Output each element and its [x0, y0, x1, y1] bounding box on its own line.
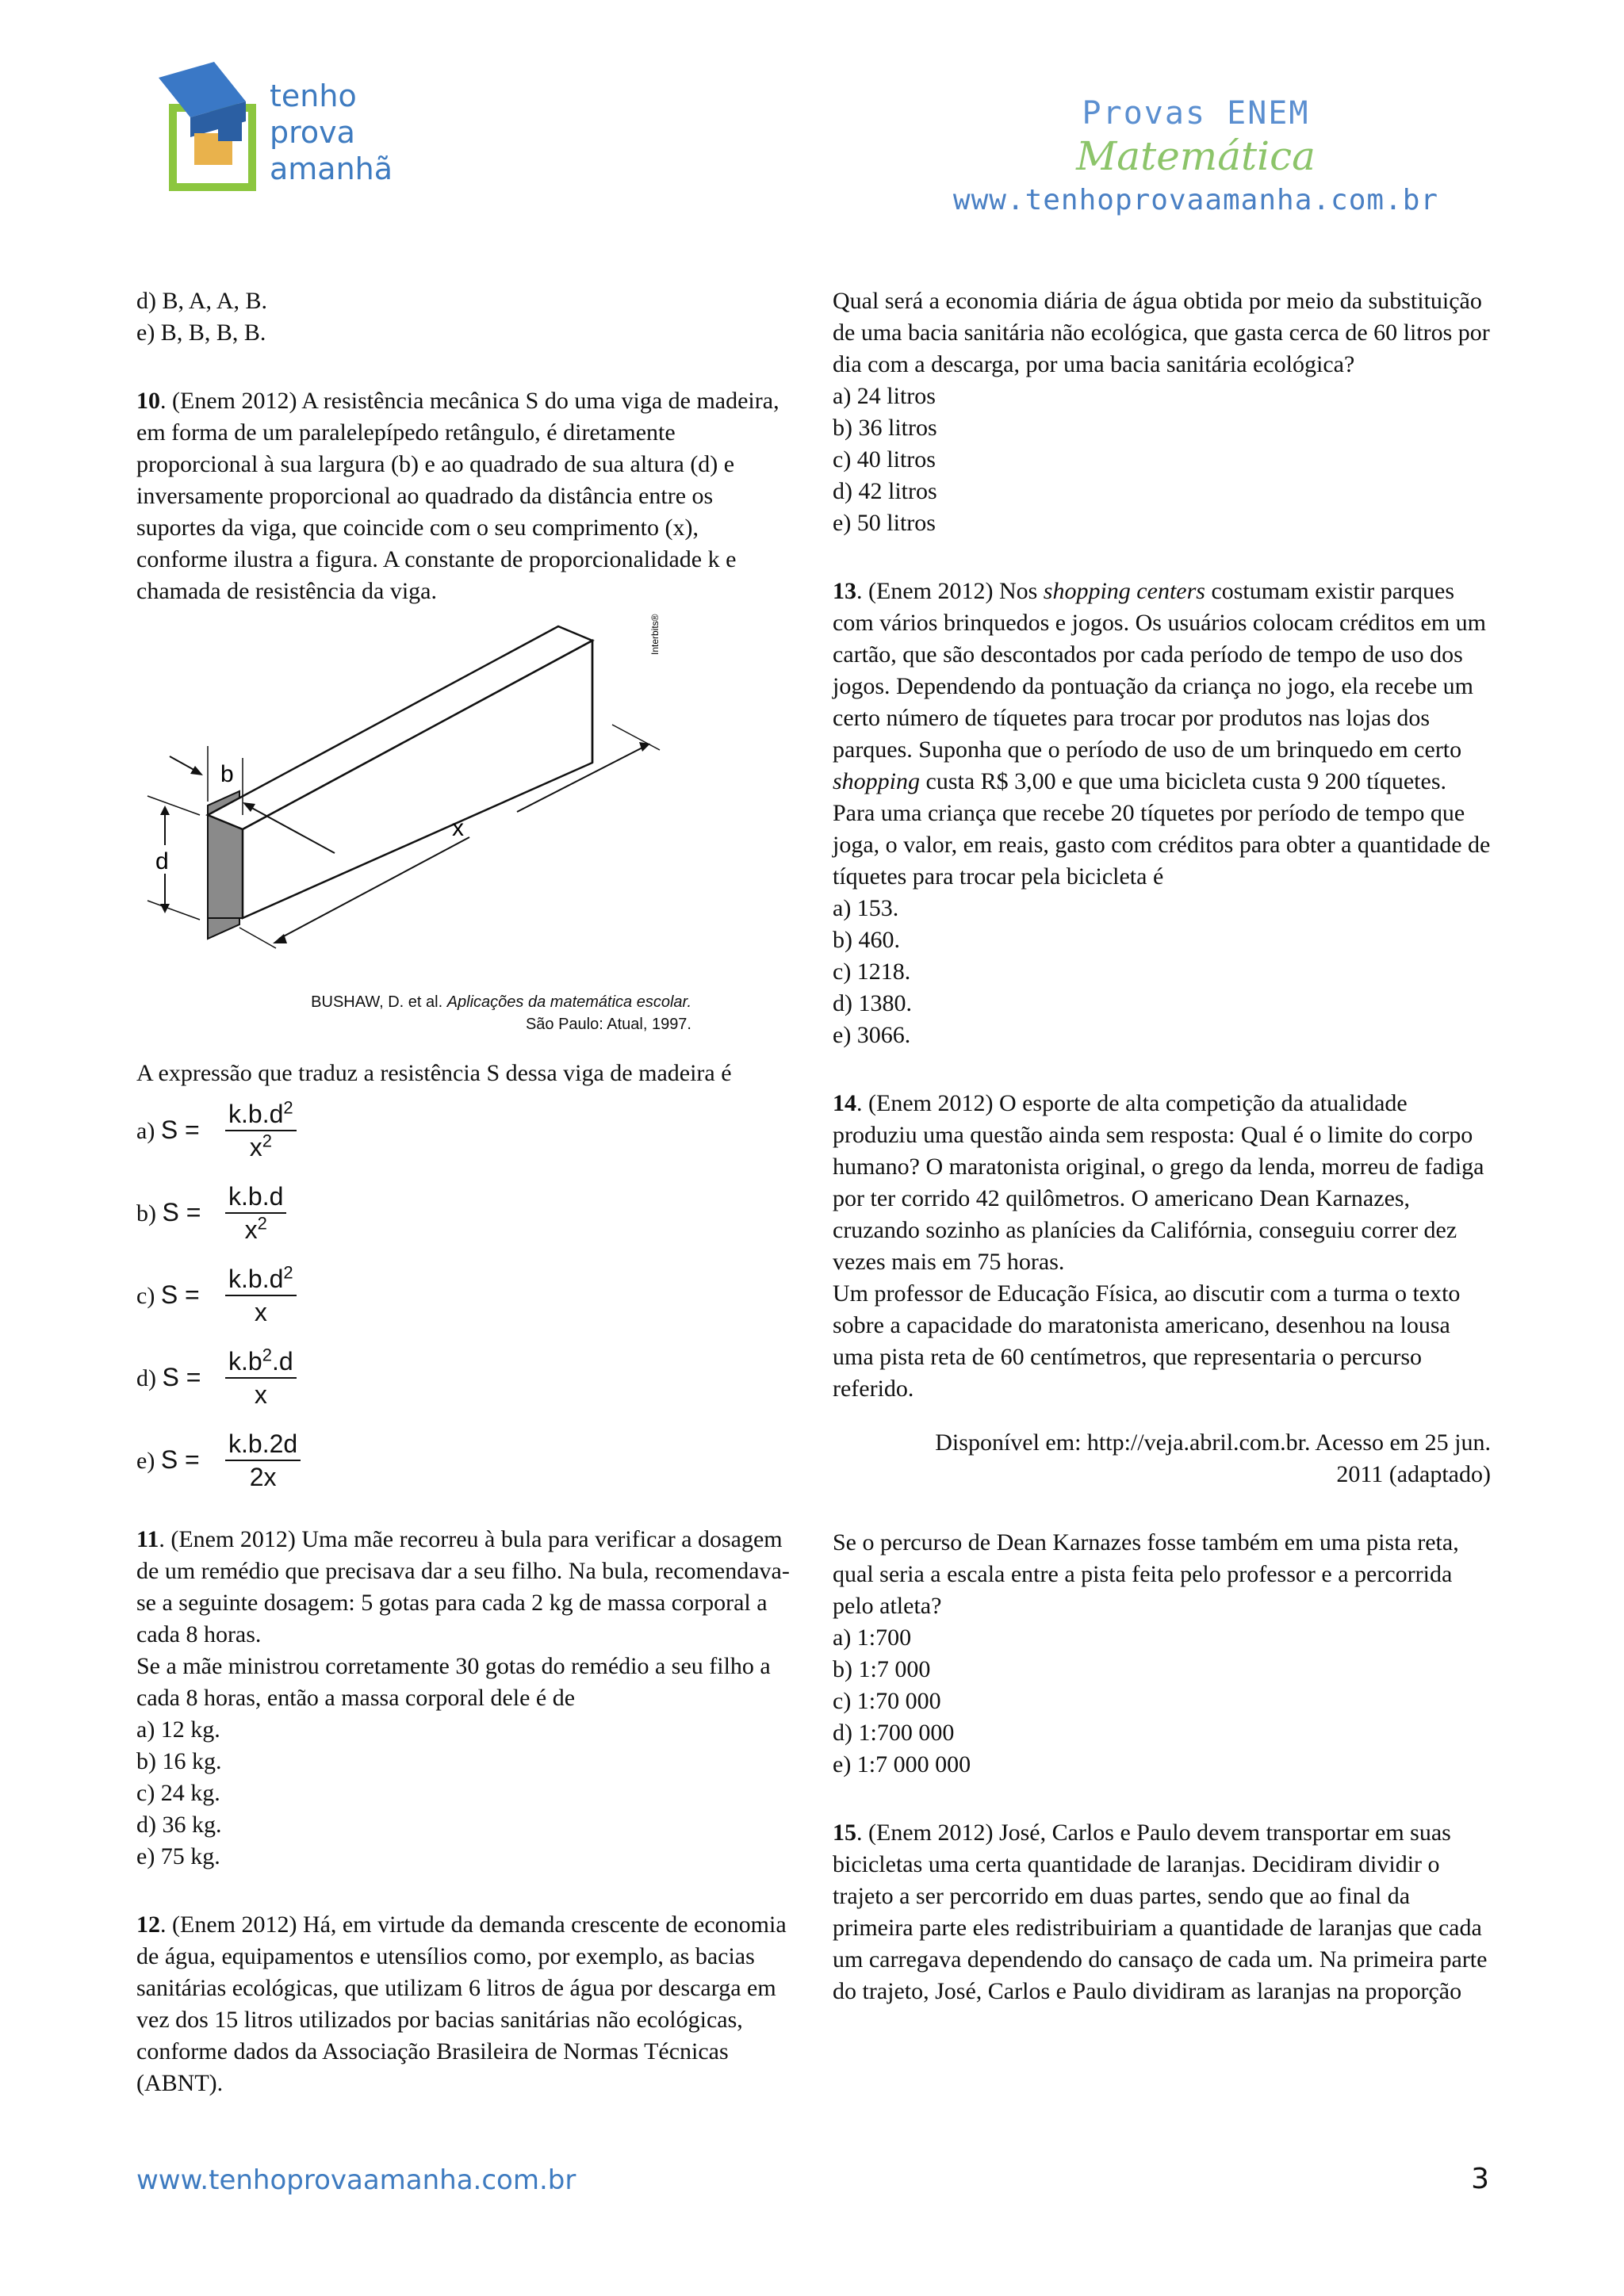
question-13-prompt: Para uma criança que recebe 20 tíquetes por período de tempo que joga, o valor, em reais, gasto com créditos para obter a quantidade de tíquetes para trocar pela bicicleta é — [833, 800, 1491, 890]
credit-authors: BUSHAW, D. et al. — [311, 993, 447, 1011]
question-body: costumam existir parques com vários brinquedos e jogos. Os usuários colocam créditos em um cartão, que são descontados por cada período de tempo de uso dos jogos. Dependendo da pontuação da criança no jogo, ela recebe um certo número de tíquetes para trocar por produtos nas lojas dos parques. Suponha que o período de uso de um brinquedo em certo — [833, 578, 1487, 763]
question-body: . (Enem 2012) A resistência mecânica S do uma viga de madeira, em forma de um paralelepípedo retângulo, é diretamente proporcional à sua largura (b) e ao quadrado de sua altura (d) e inversamente proporcional ao quadrado da distância entre os suportes da viga, que coincide com o seu comprimento (x), conforme ilustra a figura. A constante de proporcionalidade k e chamada de resistência da viga. — [136, 388, 779, 604]
question-15-text — [833, 1817, 1491, 2007]
option-e[interactable]: e) 50 litros — [833, 510, 936, 536]
numerator-exponent: 2 — [283, 1097, 293, 1118]
option-a[interactable] — [136, 1089, 795, 1172]
logo-line: prova — [270, 115, 355, 150]
question-10-text — [136, 385, 795, 607]
italic-term: shopping — [833, 768, 921, 794]
numerator-exponent: 2 — [283, 1262, 293, 1283]
option-e[interactable]: e) 75 kg. — [136, 1843, 220, 1869]
option-e[interactable]: e) 3066. — [833, 1022, 911, 1048]
numerator-tail: .d — [271, 1347, 293, 1376]
italic-term: shopping centers — [1043, 578, 1205, 604]
option-letter: b) — [136, 1200, 156, 1226]
option-a[interactable]: a) 12 kg. — [136, 1716, 220, 1743]
question-14-context: Um professor de Educação Física, ao discutir com a turma o texto sobre a capacidade do maratonista americano, desenhou na lousa uma pista reta de 60 centímetros, que representaria o percurso referido. — [833, 1280, 1461, 1402]
question-body: . (Enem 2012) Há, em virtude da demanda crescente de economia de água, equipamentos e utensílios como, por exemplo, as bacias sanitárias ecológicas, que utilizam 6 litros de água por descarga em vez dos 15 litros utilizados por bacias sanitárias não ecológicas, conforme dados da Associação Brasileira de Normas Técnicas (ABNT). — [136, 1911, 787, 2096]
question-11-text — [136, 1524, 795, 1651]
option-b[interactable] — [136, 1172, 795, 1254]
logo-line: amanhã — [270, 151, 393, 186]
numerator: k.b.2d — [228, 1429, 298, 1458]
question-number: 14 — [833, 1090, 856, 1116]
option-b[interactable]: b) 16 kg. — [136, 1748, 222, 1774]
question-body: custa R$ 3,00 e que uma bicicleta custa 9 200 tíquetes. — [920, 768, 1446, 794]
option-lhs: S = — [160, 1445, 200, 1474]
question-number: 11 — [136, 1526, 159, 1552]
option-letter: e) — [136, 1448, 155, 1474]
numerator: k.b.d — [228, 1265, 284, 1293]
question-number: 10 — [136, 388, 160, 414]
option-lhs: S = — [162, 1363, 201, 1391]
question-14-text — [833, 1088, 1491, 1278]
page-number: 3 — [1471, 2163, 1489, 2195]
option-e[interactable] — [136, 1419, 795, 1502]
denominator: x — [254, 1380, 267, 1409]
header-title-line2: Matemática — [1076, 133, 1316, 179]
option-b[interactable]: b) 36 litros — [833, 415, 937, 441]
credit-book-title: Aplicações da matemática escolar. — [446, 993, 691, 1011]
option-a[interactable]: a) 1:700 — [833, 1624, 912, 1651]
credit-publisher: São Paulo: Atual, 1997. — [525, 1016, 691, 1033]
fraction — [225, 1181, 286, 1246]
previous-option-d: d) B, A, A, B. — [136, 288, 268, 314]
question-number: 13 — [833, 578, 856, 604]
question-body: . (Enem 2012) Nos — [856, 578, 1044, 604]
option-d[interactable]: d) 1:700 000 — [833, 1720, 955, 1746]
numerator: k.b.d — [228, 1182, 284, 1211]
option-c[interactable]: c) 1218. — [833, 959, 911, 985]
header-site-link[interactable]: www.tenhoprovaamanha.com.br — [952, 184, 1439, 216]
denominator: 2x — [249, 1463, 277, 1491]
beam-figure — [136, 607, 691, 1035]
logo-icon — [143, 62, 262, 197]
header-title — [918, 95, 1473, 216]
numerator-exponent: 2 — [262, 1345, 272, 1365]
question-12-text — [136, 1909, 795, 2099]
denominator-exponent: 2 — [262, 1131, 272, 1151]
denominator-exponent: 2 — [257, 1213, 267, 1234]
question-12-prompt: Qual será a economia diária de água obtida por meio da substituição de uma bacia sanitária não ecológica, que gasta cerca de 60 litros por dia com a descarga, por uma bacia sanitária ecológica? — [833, 288, 1490, 377]
option-d[interactable]: d) 42 litros — [833, 478, 937, 504]
option-c[interactable]: c) 40 litros — [833, 446, 936, 473]
question-body: . (Enem 2012) José, Carlos e Paulo devem transportar em suas bicicletas uma certa quantidade de laranjas. Decidiram dividir o trajeto a ser percorrido em duas partes, sendo que ao final da primeira parte eles redistribuiriam a quantidade de laranjas que cada um carregava dependendo do cansaço de cada um. Na primeira parte do trajeto, José, Carlos e Paulo dividiram as laranjas na proporção — [833, 1820, 1488, 2004]
denominator: x — [249, 1133, 262, 1161]
option-c[interactable] — [136, 1254, 795, 1337]
option-d[interactable] — [136, 1337, 795, 1419]
option-b[interactable]: b) 1:7 000 — [833, 1656, 931, 1682]
option-c[interactable]: c) 24 kg. — [136, 1780, 220, 1806]
option-a[interactable]: a) 24 litros — [833, 383, 936, 409]
header-title-line1: Provas ENEM — [1082, 95, 1310, 132]
left-column — [136, 285, 795, 2099]
figure-credit — [311, 991, 691, 1035]
question-11-prompt: Se a mãe ministrou corretamente 30 gotas do remédio a seu filho a cada 8 horas, então a massa corporal dele é de — [136, 1653, 771, 1711]
fraction — [225, 1263, 297, 1328]
option-d[interactable]: d) 36 kg. — [136, 1812, 222, 1838]
option-lhs: S = — [160, 1115, 200, 1144]
question-number: 12 — [136, 1911, 160, 1938]
source-citation: Disponível em: http://veja.abril.com.br. Acesso em 25 jun. — [935, 1429, 1491, 1456]
option-lhs: S = — [162, 1198, 201, 1226]
denominator: x — [244, 1215, 258, 1244]
option-letter: d) — [136, 1365, 156, 1391]
option-b[interactable]: b) 460. — [833, 927, 900, 953]
label-x: x — [452, 815, 464, 841]
fraction — [225, 1345, 297, 1410]
option-d[interactable]: d) 1380. — [833, 990, 912, 1016]
footer-site-link[interactable]: www.tenhoprovaamanha.com.br — [136, 2164, 576, 2196]
option-e[interactable]: e) 1:7 000 000 — [833, 1751, 971, 1777]
beam-diagram — [136, 607, 691, 1035]
previous-option-e: e) B, B, B, B. — [136, 320, 266, 346]
watermark: Interbits® — [649, 614, 661, 655]
numerator: k.b.d — [228, 1100, 284, 1128]
question-number: 15 — [833, 1820, 856, 1846]
label-d: d — [155, 848, 169, 874]
fraction — [225, 1428, 301, 1493]
question-10-options — [136, 1089, 795, 1502]
option-letter: c) — [136, 1283, 155, 1309]
option-lhs: S = — [160, 1280, 200, 1309]
option-a[interactable]: a) 153. — [833, 895, 899, 921]
numerator: k.b — [228, 1347, 262, 1376]
source-citation-cont: 2011 (adaptado) — [1336, 1461, 1491, 1487]
option-c[interactable]: c) 1:70 000 — [833, 1688, 941, 1714]
question-body: . (Enem 2012) Uma mãe recorreu à bula para verificar a dosagem de um remédio que precisava dar a seu filho. Na bula, recomendava-se a seguinte dosagem: 5 gotas para cada 2 kg de massa corporal a cada 8 horas. — [136, 1526, 790, 1647]
right-column — [833, 285, 1491, 2007]
question-13-text — [833, 576, 1491, 798]
label-b: b — [220, 761, 234, 787]
logo-line: tenho — [270, 78, 357, 113]
question-10-prompt: A expressão que traduz a resistência S dessa viga de madeira é — [136, 1060, 732, 1086]
denominator: x — [254, 1298, 267, 1326]
logo-text — [270, 78, 393, 187]
question-body: . (Enem 2012) O esporte de alta competição da atualidade produziu uma questão ainda sem resposta: Qual é o limite do corpo humano? O maratonista original, o grego da lenda, morreu de fadiga por ter corrido 42 quilômetros. O americano Dean Karnazes, cruzando sozinho as planícies da Califórnia, conseguiu correr dez vezes mais em 75 horas. — [833, 1090, 1484, 1275]
question-14-prompt: Se o percurso de Dean Karnazes fosse também em uma pista reta, qual seria a escala entre a pista feita pelo professor e a percorrida pelo atleta? — [833, 1529, 1459, 1619]
logo — [143, 62, 404, 205]
option-letter: a) — [136, 1118, 155, 1144]
fraction — [225, 1098, 297, 1163]
